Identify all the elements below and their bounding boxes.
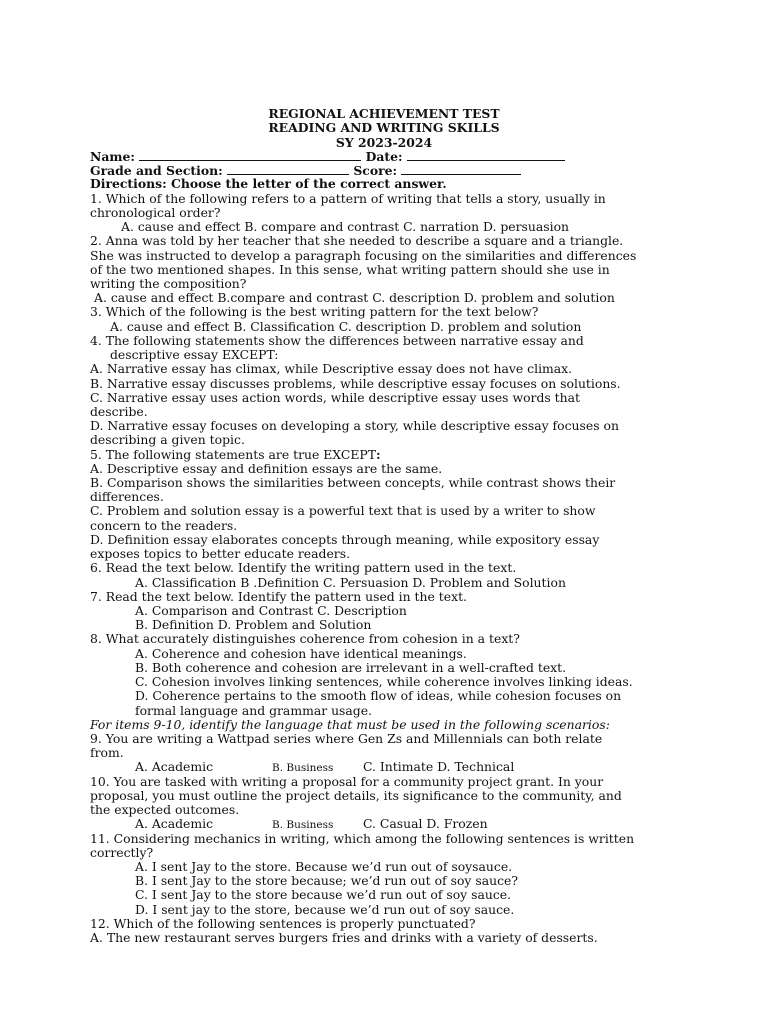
question-12: 12. Which of the following sentences is properly punctuated?: [90, 915, 476, 931]
question-5-text: 5. The following statements are true EXCEPT: [90, 446, 377, 462]
question-6-options: A. Classification B .Definition C. Persuasion D. Problem and Solution: [135, 574, 566, 590]
question-8: 8. What accurately distinguishes coherence from cohesion in a text?: [90, 631, 520, 647]
question-4: 4. The following statements show the differences between narrative essay and: [90, 332, 584, 348]
question-5: [90, 448, 690, 462]
question-7: 7. Read the text below. Identify the pattern used in the text.: [90, 588, 467, 604]
question-4-option-b: B. Narrative essay discusses problems, while descriptive essay focuses on solutions.: [90, 375, 621, 391]
question-2: 2. Anna was told by her teacher that she needed to describe a square and a triangle.: [90, 233, 624, 249]
question-1-cont: chronological order?: [90, 204, 221, 220]
question-10-cont: proposal, you must outline the project details, its significance to the community, and: [90, 787, 622, 803]
question-5-option-d-cont: exposes topics to better educate readers.: [90, 546, 351, 562]
question-4-cont: descriptive essay EXCEPT:: [110, 347, 279, 363]
question-5-option-c: C. Problem and solution essay is a powerful text that is used by a writer to show: [90, 503, 596, 519]
question-10-cont: the expected outcomes.: [90, 802, 240, 818]
question-5-option-d: D. Definition essay elaborates concepts through meaning, while expository essay: [90, 531, 600, 547]
question-9-cont: from.: [90, 745, 124, 761]
question-9-option-b: B. Business: [272, 762, 334, 775]
question-5-option-b-cont: differences.: [90, 489, 164, 505]
question-11-cont: correctly?: [90, 844, 154, 860]
test-header: [0, 107, 768, 150]
question-11: 11. Considering mechanics in writing, which among the following sentences is written: [90, 830, 635, 846]
question-2-cont: writing the composition?: [90, 275, 247, 291]
question-7-options: B. Definition D. Problem and Solution: [135, 617, 372, 633]
test-title: REGIONAL ACHIEVEMENT TEST: [268, 106, 500, 121]
question-12-option-a: A. The new restaurant serves burgers fries and drinks with a variety of desserts.: [90, 930, 598, 946]
test-subject: READING AND WRITING SKILLS: [268, 120, 500, 136]
question-5-colon: :: [376, 446, 381, 462]
question-8-option-b: B. Both coherence and cohesion are irrelevant in a well-crafted text.: [135, 659, 567, 675]
school-year: SY 2023-2024: [335, 134, 433, 150]
question-10-option-cd: C. Casual D. Frozen: [363, 816, 488, 832]
question-2-options: A. cause and effect B.compare and contrast C. description D. problem and solution: [94, 290, 615, 306]
grade-section-field[interactable]: [227, 163, 349, 175]
question-7-options: A. Comparison and Contrast C. Description: [135, 603, 407, 618]
question-8-option-a: A. Coherence and cohesion have identical meanings.: [135, 645, 467, 661]
question-10-option-a: A. Academic: [135, 816, 214, 832]
question-9-option-a: A. Academic: [135, 759, 214, 775]
grade-score-row: [90, 163, 690, 177]
name-label: Name:: [90, 149, 135, 164]
question-8-option-d: D. Coherence pertains to the smooth flow of ideas, while cohesion focuses on: [135, 688, 622, 704]
items-9-10-note: For items 9-10, identify the language that must be used in the following scenarios:: [90, 716, 610, 732]
question-4-option-c-cont: describe.: [90, 403, 148, 419]
question-6: 6. Read the text below. Identify the writing pattern used in the text.: [90, 560, 517, 576]
question-9: 9. You are writing a Wattpad series where Gen Zs and Millennials can both relate: [90, 730, 603, 746]
score-field[interactable]: [401, 163, 521, 175]
grade-section-label: Grade and Section:: [90, 163, 223, 179]
question-2-cont: She was instructed to develop a paragraph focusing on the similarities and differences: [90, 247, 637, 263]
question-1-options: A. cause and effect B. compare and contrast C. narration D. persuasion: [121, 219, 570, 235]
question-4-option-d: D. Narrative essay focuses on developing a story, while descriptive essay focuses on: [90, 418, 619, 434]
test-body: [90, 149, 690, 945]
name-field[interactable]: [139, 149, 361, 161]
question-10-option-b: B. Business: [272, 819, 334, 832]
question-11-option-d: D. I sent jay to the store, because we’d run out of soy sauce.: [135, 901, 515, 917]
date-field[interactable]: [407, 149, 565, 161]
question-10: 10. You are tasked with writing a proposal for a community project grant. In your: [90, 773, 604, 789]
question-10-options: [90, 817, 690, 831]
question-9-option-cd: C. Intimate D. Technical: [363, 759, 515, 775]
question-8-option-c: C. Cohesion involves linking sentences, while coherence involves linking ideas.: [135, 674, 633, 690]
question-4-option-c: C. Narrative essay uses action words, while descriptive essay uses words that: [90, 389, 581, 405]
question-4-option-d-cont: describing a given topic.: [90, 432, 245, 448]
question-9-options: [90, 760, 690, 774]
question-2-cont: of the two mentioned shapes. In this sense, what writing pattern should she use in: [90, 261, 610, 277]
question-5-option-c-cont: concern to the readers.: [90, 517, 238, 533]
question-1: 1. Which of the following refers to a pattern of writing that tells a story, usually in: [90, 190, 606, 206]
directions: Directions: Choose the letter of the correct answer.: [90, 176, 447, 192]
question-4-option-a: A. Narrative essay has climax, while Descriptive essay does not have climax.: [90, 361, 573, 377]
question-5-option-b: B. Comparison shows the similarities between concepts, while contrast shows their: [90, 475, 616, 491]
question-5-option-a: A. Descriptive essay and definition essays are the same.: [90, 460, 443, 476]
question-8-option-d-cont: formal language and grammar usage.: [135, 702, 372, 718]
question-3-options: A. cause and effect B. Classification C. description D. problem and solution: [110, 318, 582, 334]
question-11-option-c: C. I sent Jay to the store because we’d run out of soy sauce.: [135, 887, 512, 903]
score-label: Score:: [353, 163, 398, 179]
question-11-option-b: B. I sent Jay to the store because; we’d run out of soy sauce?: [135, 873, 518, 889]
question-11-option-a: A. I sent Jay to the store. Because we’d run out of soysauce.: [135, 858, 513, 874]
name-date-row: [90, 149, 690, 163]
question-3: 3. Which of the following is the best writing pattern for the text below?: [90, 304, 539, 320]
date-label: Date:: [365, 149, 403, 164]
